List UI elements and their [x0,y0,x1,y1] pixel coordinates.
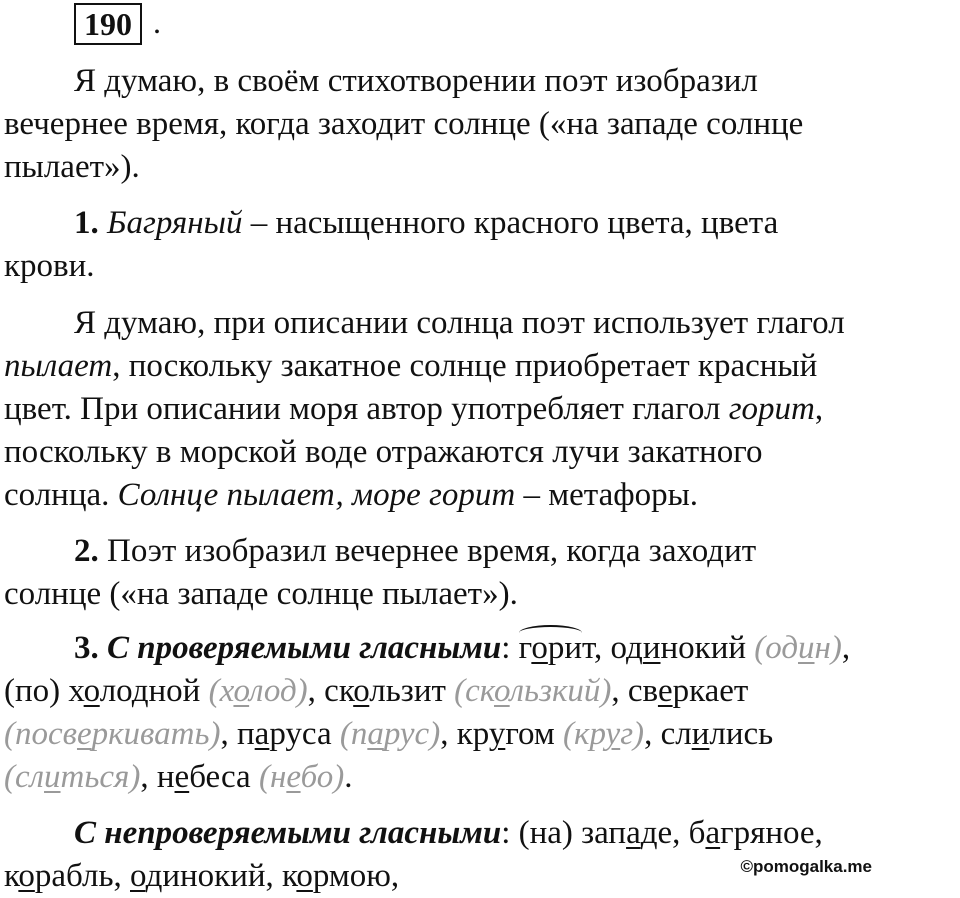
item-number: 1. [74,205,99,241]
task-number-box [74,3,142,45]
text-run: , св [611,673,658,709]
text-run: , кр [440,716,489,752]
text-line [4,388,960,431]
text-run: , ск [307,673,354,709]
underlined-vowel: а [254,716,270,752]
underlined-vowel: о [130,858,146,894]
check-word: (небо) [258,759,345,795]
watermark: ©pomogalka.me [740,857,872,876]
underlined-vowel: е [174,759,190,795]
italic-phrase: Солнце пылает, море горит [117,477,516,513]
check-word: (слиться) [4,759,141,795]
check-word: (круг) [563,716,645,752]
text-line: Я думаю, при описании солнца поэт использует глагол [74,305,845,341]
text-line [4,202,960,245]
text-run: . [344,759,353,795]
paragraph-2 [4,530,960,616]
text-run: – метафоры. [515,477,699,513]
text-run: т [582,630,594,666]
text-run: , сл [644,716,692,752]
task-number-dot: . [153,4,161,40]
underlined-vowel: и [642,630,661,666]
underlined-vowel: о [18,858,35,894]
text-run: : [501,815,511,851]
underlined-vowel: о [296,858,313,894]
check-word: (холод) [208,673,308,709]
text-run: , [841,630,851,666]
text-run: де, б [640,815,706,851]
text-line [4,812,960,855]
text-run: Поэт изобразил вечернее время, когда заходит [98,533,757,569]
underlined-vowel: а [705,815,721,851]
check-word: (один) [754,630,842,666]
text-line [4,713,960,756]
text-run: нокий [660,630,755,666]
text-run: ркает [672,673,749,709]
italic-word: пылает [4,348,113,384]
paragraph-3 [4,627,960,799]
section-heading: С непроверяемыми гласными [74,815,502,851]
underlined-vowel: е [657,673,673,709]
text-run: льзит [369,673,455,709]
italic-word: горит [728,391,815,427]
check-word: (посверкивать) [4,716,221,752]
text-run: (на) зап [510,815,627,851]
check-word: (парус) [339,716,441,752]
underlined-vowel: о [531,630,548,666]
section-heading: С проверяемыми гласными [107,630,502,666]
text-run: , [814,391,824,427]
text-run: цвет. При описании моря автор употребляет глагол [4,391,729,427]
text-run: г [518,630,532,666]
text-run: лись [709,716,774,752]
text-line: Я думаю, в своём стихотворении поэт изобразил [74,63,758,99]
definition: – насыщенного красного цвета, цвета [242,205,779,241]
text-run: динокий, к [145,858,297,894]
text-run: беса [189,759,259,795]
text-run: рмою, [312,858,400,894]
text-line: вечернее время, когда заходит солнце («на западе солнце [4,106,804,142]
paragraph-explanation [4,302,960,517]
text-run: , н [140,759,175,795]
text-line: солнце («на западе солнце пылает»). [4,576,518,612]
text-run: , од [593,630,643,666]
paragraph-unverifiable [4,812,960,898]
task-number: 190 [84,6,132,42]
text-run: лодной [99,673,209,709]
text-line [4,627,960,670]
text-run: руса [269,716,340,752]
text-line [4,345,960,388]
text-line [4,530,960,573]
underlined-vowel: а [626,815,641,851]
text-line: крови. [4,248,95,284]
text-run: гом [505,716,564,752]
text-run: (по) х [4,673,84,709]
text-run: , п [220,716,255,752]
underlined-vowel: о [83,673,100,709]
item-number: 2. [74,533,99,569]
text-run: к [4,858,19,894]
text-line: поскольку в морской воде отражаются лучи закатного [4,434,763,470]
paragraph-intro [4,60,960,189]
check-word: (скользкий) [454,673,612,709]
item-number: 3. [74,630,99,666]
text-run: гряное, [720,815,823,851]
text-run: ри [547,630,583,666]
text-line [4,670,960,713]
underlined-vowel: о [353,673,370,709]
text-run: , поскольку закатное солнце приобретает красный [112,348,818,384]
text-line: пылает»). [4,149,140,185]
text-run: солнца. [4,477,118,513]
underlined-vowel: у [488,716,506,752]
text-line [4,474,960,517]
underlined-vowel: и [691,716,710,752]
paragraph-1 [4,202,960,288]
term: Багряный [107,205,243,241]
text-run: рабль, [34,858,130,894]
text-line [4,756,960,799]
root-arc-word [519,627,582,670]
text-run: : [501,630,511,666]
